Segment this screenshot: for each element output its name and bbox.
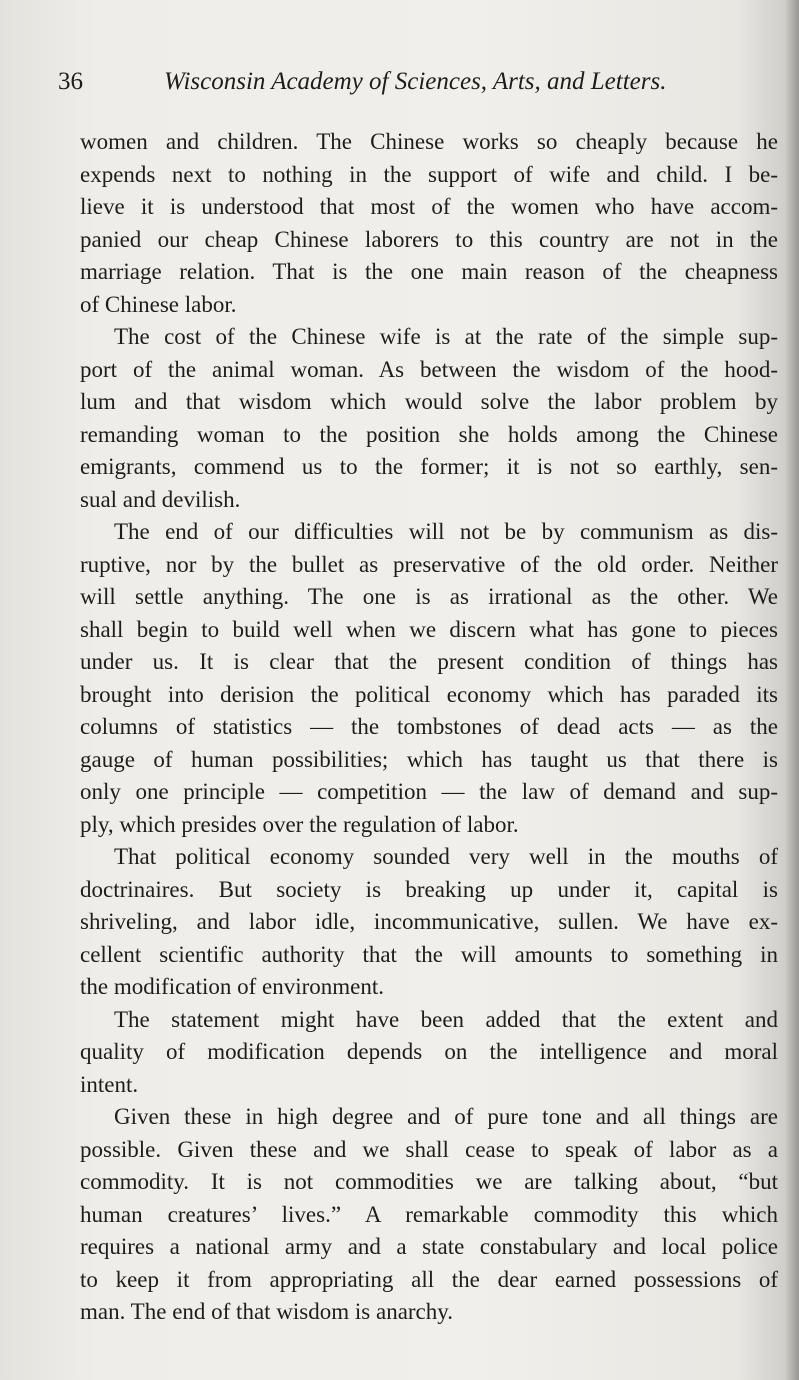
text-line: cellent scientific authority that the will amounts to something in <box>80 941 778 967</box>
text-line: marriage relation. That is the one main reason of the cheapness <box>80 259 778 284</box>
text-line: ruptive, nor by the bullet as preservative of the old order. Neither <box>80 551 778 577</box>
text-line: human creatures’ lives.” A remarkable commodity this which <box>80 1201 778 1227</box>
text-line: only one principle — competition — the law of demand and sup- <box>80 779 778 804</box>
text-line: ply, which presides over the regulation of labor. <box>80 811 519 837</box>
text-line: remanding woman to the position she holds among the Chinese <box>80 421 778 447</box>
text-line: of Chinese labor. <box>80 291 237 317</box>
text-line: will settle anything. The one is as irrational as the other. We <box>80 584 778 609</box>
paragraph <box>80 516 778 841</box>
text-line: to keep it from appropriating all the dear earned possessions of <box>80 1266 778 1292</box>
text-line: possible. Given these and we shall cease to speak of labor as a <box>80 1136 778 1162</box>
text-line: doctrinaires. But society is breaking up under it, capital is <box>80 876 778 902</box>
page-number: 36 <box>58 68 83 95</box>
text-line: quality of modification depends on the intelligence and moral <box>80 1039 778 1064</box>
paragraph <box>80 321 778 516</box>
text-line: shriveling, and labor idle, incommunicative, sullen. We have ex- <box>80 909 778 934</box>
text-line: port of the animal woman. As between the wisdom of the hood- <box>80 356 778 382</box>
text-line: lum and that wisdom which would solve the labor problem by <box>80 389 778 414</box>
text-line: under us. It is clear that the present condition of things has <box>80 649 778 674</box>
text-line: lieve it is understood that most of the women who have accom- <box>80 194 778 219</box>
text-line: shall begin to build well when we discern what has gone to pieces <box>80 616 778 642</box>
paragraph <box>80 126 778 321</box>
text-line: man. The end of that wisdom is anarchy. <box>80 1299 454 1324</box>
text-line: commodity. It is not commodities we are talking about, “but <box>80 1169 778 1194</box>
text-line: That political economy sounded very well in the mouths of <box>114 844 778 869</box>
text-line: panied our cheap Chinese laborers to this country are not in the <box>80 226 778 252</box>
text-line: The cost of the Chinese wife is at the rate of the simple sup- <box>114 324 778 349</box>
paragraph <box>80 841 778 1004</box>
text-line: intent. <box>80 1071 139 1097</box>
text-line: The statement might have been added that the extent and <box>114 1006 778 1032</box>
text-line: requires a national army and a state constabulary and local police <box>80 1234 778 1259</box>
text-line: brought into derision the political economy which has paraded its <box>80 681 778 707</box>
text-line: sual and devilish. <box>80 486 241 512</box>
text-line: The end of our difficulties will not be by communism as dis- <box>114 519 778 544</box>
text-line: expends next to nothing in the support of wife and child. I be- <box>80 161 778 187</box>
text-line: emigrants, commend us to the former; it is not so earthly, sen- <box>80 454 778 479</box>
text-line: Given these in high degree and of pure tone and all things are <box>114 1104 778 1129</box>
text-line: columns of statistics — the tombstones of dead acts — as the <box>80 714 778 739</box>
text-line: women and children. The Chinese works so cheaply because he <box>80 129 778 154</box>
text-line: the modification of environment. <box>80 974 385 999</box>
body-text <box>80 126 778 1329</box>
paragraph <box>80 1004 778 1102</box>
page-edge-shadow <box>785 0 799 1380</box>
paragraph <box>80 1101 778 1329</box>
running-title: Wisconsin Academy of Sciences, Arts, and Letters. <box>164 68 667 95</box>
text-line: gauge of human possibilities; which has taught us that there is <box>80 746 778 772</box>
